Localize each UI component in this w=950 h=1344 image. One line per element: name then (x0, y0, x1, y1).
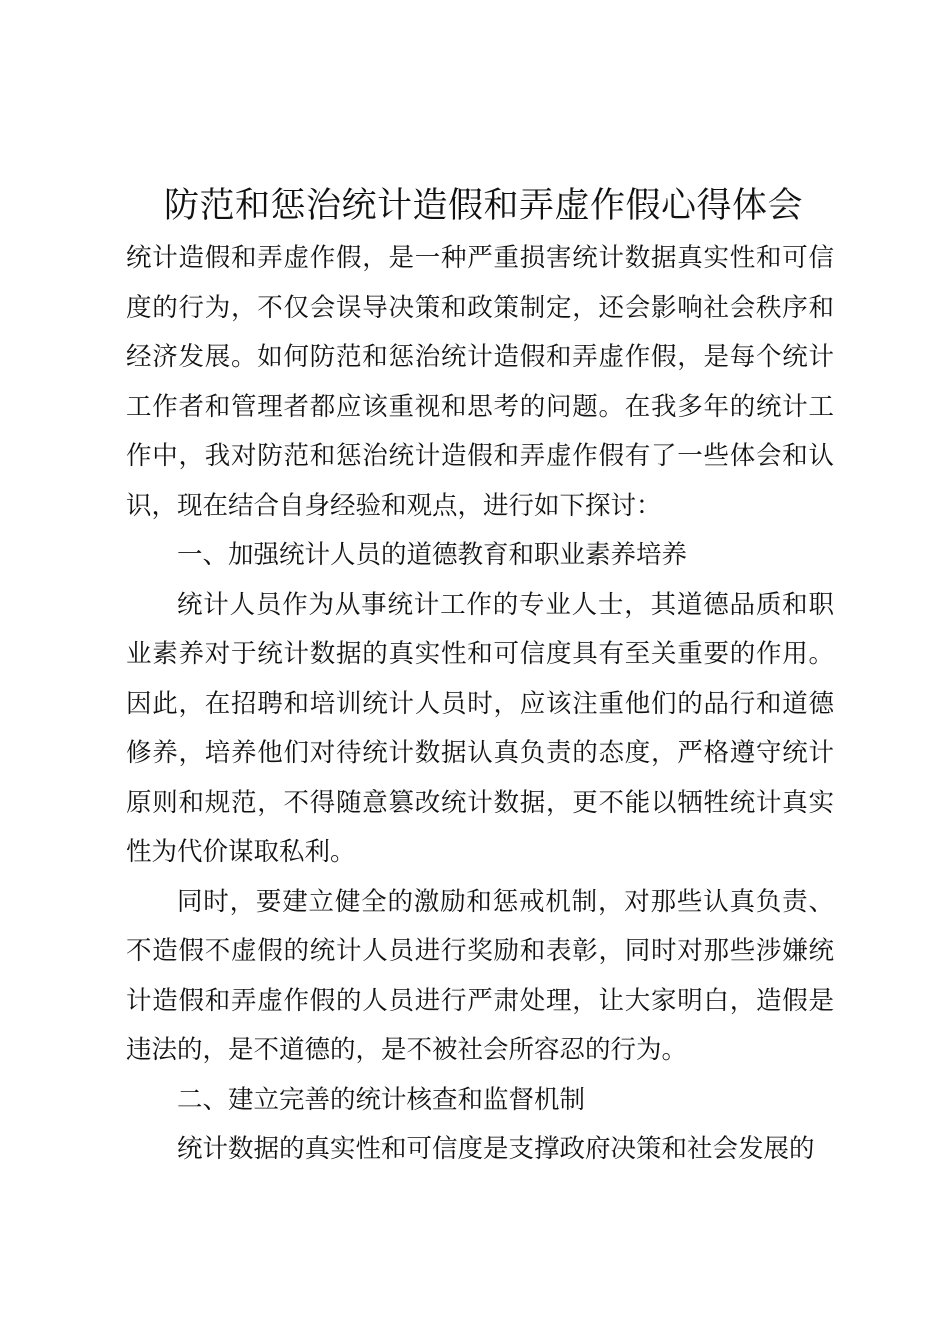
document-title: 防范和惩治统计造假和弄虚作假心得体会 (164, 186, 804, 226)
body-paragraph: 同时，要建立健全的激励和惩戒机制，对那些认真负责、不造假不虚假的统计人员进行奖励和表彰，同时对那些涉嫌统计造假和弄虚作假的人员进行严肃处理，让大家明白，造假是违法的，是不道德的，是不被社会所容忍的行为。 (126, 886, 834, 1065)
document-page (126, 178, 834, 1175)
body-paragraph: 统计数据的真实性和可信度是支撑政府决策和社会发展的 (177, 1134, 815, 1164)
section-heading-2: 二、建立完善的统计核查和监督机制 (177, 1084, 586, 1115)
body-paragraph: 统计人员作为从事统计工作的专业人士，其道德品质和职业素养对于统计数据的真实性和可信度具有至关重要的作用。因此，在招聘和培训统计人员时，应该注重他们的品行和道德修养，培养他们对待统计数据认真负责的态度，严格遵守统计原则和规范，不得随意篡改统计数据，更不能以牺牲统计真实性为代价谋取私利。 (126, 589, 834, 867)
section-heading-1: 一、加强统计人员的道德教育和职业素养培养 (177, 540, 688, 570)
intro-paragraph: 统计造假和弄虚作假，是一种严重损害统计数据真实性和可信度的行为，不仅会误导决策和政策制定，还会影响社会秩序和经济发展。如何防范和惩治统计造假和弄虚作假，是每个统计工作者和管理者都应该重视和思考的问题。在我多年的统计工作中，我对防范和惩治统计造假和弄虚作假有了一些体会和认识，现在结合自身经验和观点，进行如下探讨： (126, 243, 834, 521)
